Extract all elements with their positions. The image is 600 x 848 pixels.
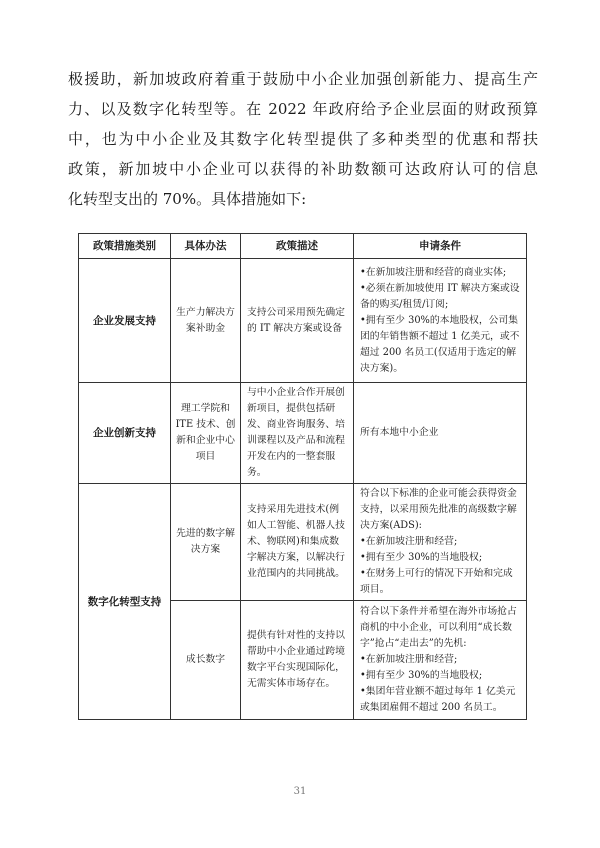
header-conditions: 申请条件 [354, 234, 527, 259]
category-cell: 企业创新支持 [79, 383, 171, 484]
paragraph-line: 化转型支出的 70%。具体措施如下: [68, 190, 307, 208]
page-number: 31 [293, 786, 307, 797]
header-category: 政策措施类别 [79, 234, 171, 259]
method-cell: 先进的数字解决方案 [171, 484, 241, 601]
condition-item: 符合以下条件并希望在海外市场抢占商机的中小企业，可以利用“成长数字”抢占“走出去”的先机: [360, 606, 517, 649]
conditions-cell [354, 259, 527, 383]
condition-item: •在新加坡注册和经营的商业实体; [360, 266, 507, 278]
table-row [79, 484, 527, 601]
condition-item: •在新加坡注册和经营; [360, 536, 458, 547]
condition-item: •集团年营业额不超过每年 1 亿美元或集团雇佣不超过 200 名员工。 [360, 686, 516, 713]
description-cell: 支持采用先进技术(例如人工智能、机器人技术、物联网)和集成数字解决方案，以解决行业范围内的共同挑战。 [241, 484, 354, 601]
intro-paragraph [68, 64, 538, 214]
table-row [79, 259, 527, 383]
header-description: 政策描述 [241, 234, 354, 259]
category-cell: 企业发展支持 [79, 259, 171, 383]
method-cell: 理工学院和 ITE 技术、创新和企业中心项目 [171, 383, 241, 484]
condition-item: •在新加坡注册和经营; [360, 654, 458, 665]
condition-item: 符合以下标准的企业可能会获得资金支持，以采用预先批准的高级数字解决方案(ADS): [360, 488, 517, 531]
conditions-cell [354, 484, 527, 601]
table-header-row [79, 234, 527, 259]
paragraph-line: 中，也为中小企业及其数字化转型提供了多种类型的优惠和帮扶 [68, 130, 538, 148]
condition-item: •拥有至少 30%的当地股权; [360, 670, 483, 681]
category-cell: 数字化转型支持 [79, 484, 171, 720]
paragraph-line: 政策，新加坡中小企业可以获得的补助数额可达政府认可的信息 [68, 160, 538, 178]
policy-table [78, 233, 527, 720]
table-row [79, 383, 527, 484]
conditions-cell [354, 601, 527, 720]
conditions-cell [354, 383, 527, 484]
paragraph-line: 极援助，新加坡政府着重于鼓励中小企业加强创新能力、提高生产 [68, 70, 538, 88]
condition-item: •拥有至少 30%的当地股权; [360, 552, 483, 563]
condition-item: •拥有至少 30%的本地股权，公司集团的年销售额不超过 1 亿美元，或不超过 200 名员工(仅适用于选定的解决方案)。 [360, 314, 520, 374]
condition-item: 所有本地中小企业 [360, 427, 439, 438]
method-cell: 成长数字 [171, 601, 241, 720]
method-cell: 生产力解决方案补助金 [171, 259, 241, 383]
header-method: 具体办法 [171, 234, 241, 259]
description-cell: 与中小企业合作开展创新项目，提供包括研发、商业咨询服务、培训课程以及产品和流程开发在内的一整套服务。 [241, 383, 354, 484]
condition-item: •在财务上可行的情况下开始和完成项目。 [360, 568, 513, 595]
condition-item: •必须在新加坡使用 IT 解决方案或设备的购买/租赁/订阅; [360, 282, 520, 310]
description-cell: 提供有针对性的支持以帮助中小企业通过跨境数字平台实现国际化，无需实体市场存在。 [241, 601, 354, 720]
description-cell: 支持公司采用预先确定的 IT 解决方案或设备 [241, 259, 354, 383]
paragraph-line: 力、以及数字化转型等。在 2022 年政府给予企业层面的财政预算 [68, 100, 538, 118]
